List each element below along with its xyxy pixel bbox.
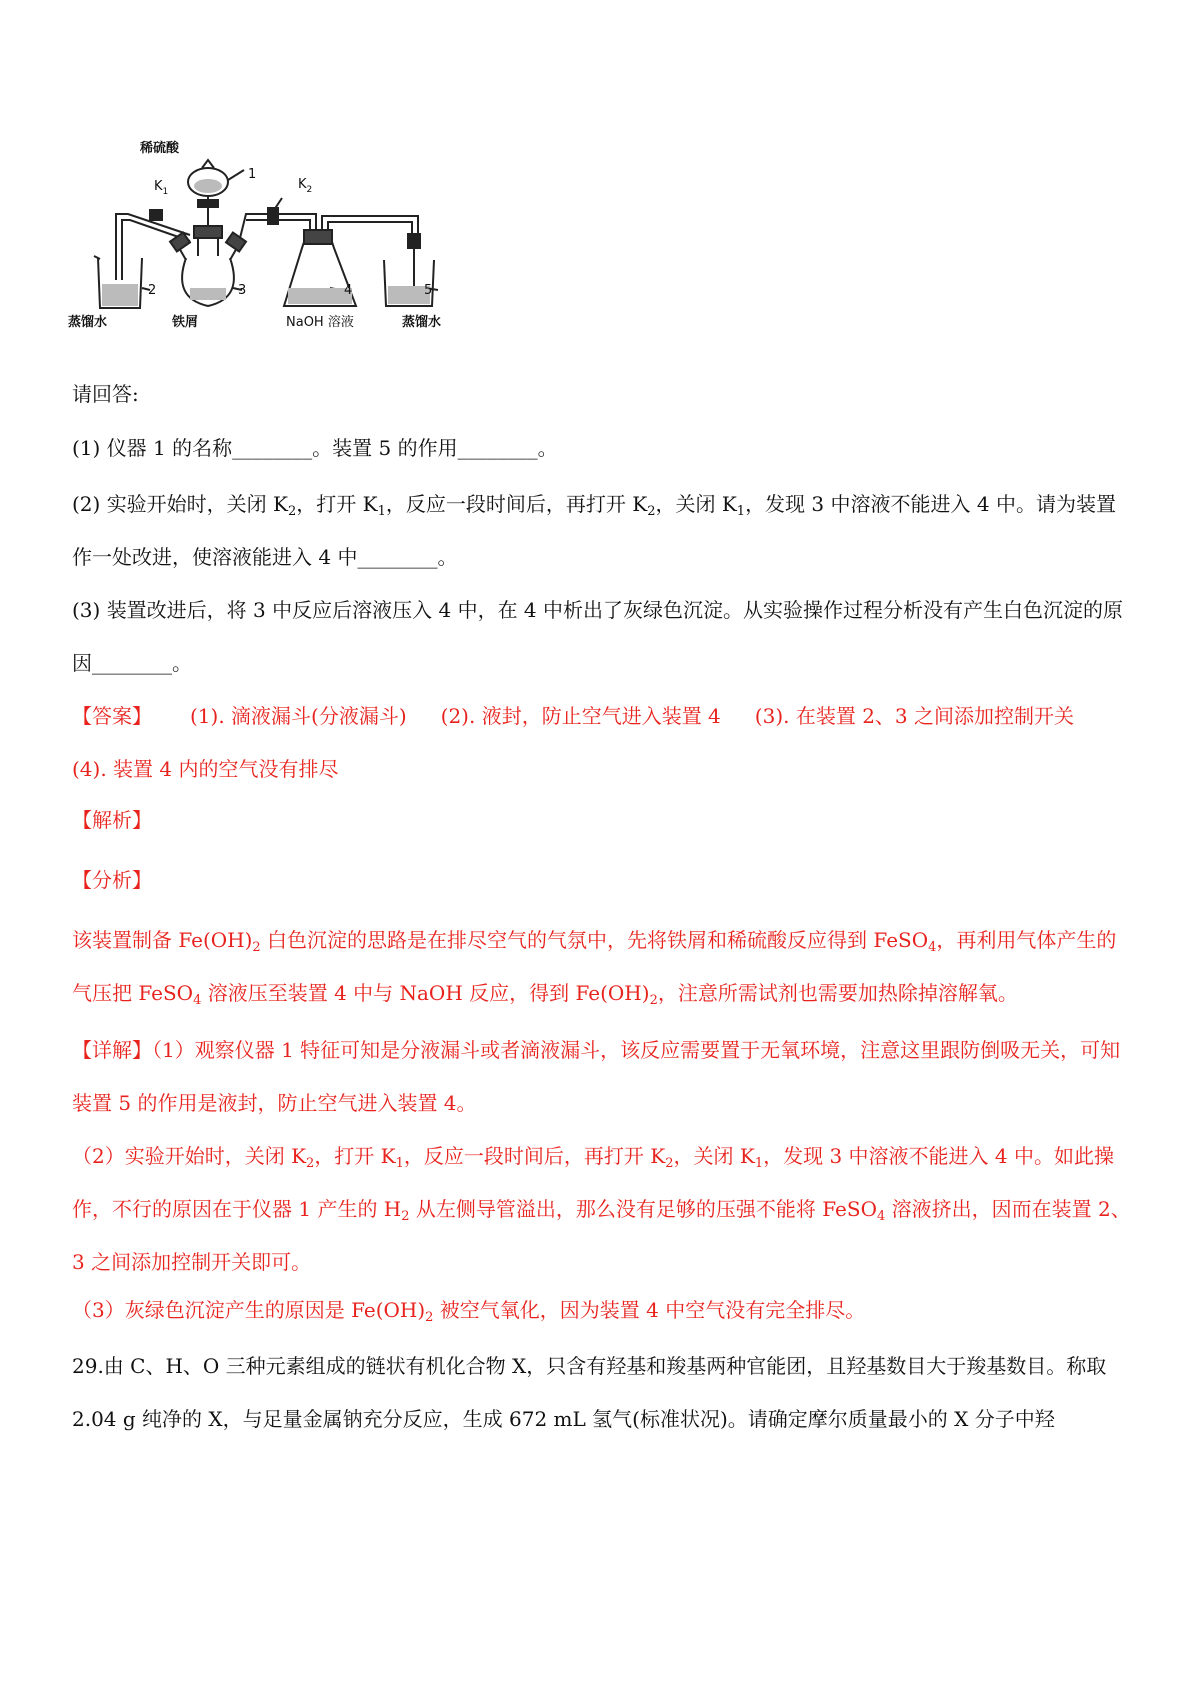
label-water-left: 蒸馏水 (68, 315, 108, 330)
detail-paragraph-2: （2）实验开始时，关闭 $K_2$，打开 $K_1$，反应一段时间后，再打开 $K_2$，关闭 $K_1$，发现 3 中溶液不能进入 4 中。如此操作，不行的原因在于仪器 1 产生的 $H_2$ 从左侧导管溢出，那么没有足够的压强不能将 FeSO$_4$ 溶液挤出，因而在装置 2、3 之间添加控制开关即可。 (72, 1144, 1131, 1274)
label-n5: 5 (424, 283, 433, 298)
analysis-tag: 【解析】 (72, 808, 152, 832)
answer-item: (2). 液封，防止空气进入装置 4 (440, 704, 721, 728)
label-n1: 1 (248, 167, 257, 182)
label-naoh: NaOH 溶液 (286, 315, 354, 330)
question-29: 29.由 C、H、O 三种元素组成的链状有机化合物 X，只含有羟基和羧基两种官能团，且羟基数目大于羧基数目。称取 2.04 g 纯净的 X，与足量金属钠充分反应，生成 672 mL 氢气(标准状况)。请确定摩尔质量最小的 X 分子中羟 (72, 1354, 1107, 1431)
fenxi-paragraph: 该装置制备 $Fe(OH)_2$ 白色沉淀的思路是在排尽空气的气氛中，先将铁屑和稀硫酸反应得到 FeSO$_4$，再利用气体产生的气压把 FeSO$_4$ 溶液压至装置 4 中与 NaOH 反应，得到 $Fe(OH)_2$，注意所需试剂也需要加热除掉溶解氧。 (72, 928, 1117, 1008)
label-n4: 4 (344, 283, 353, 298)
label-k2: $K_2$ (298, 177, 313, 195)
question-2: (2) 实验开始时，关闭 $K_2$，打开 $K_1$，反应一段时间后，再打开 $K_2$，关闭 $K_1$，发现 3 中溶液不能进入 4 中。请为装置作一处改进，使溶液能进入 4 中________。 (72, 492, 1116, 569)
label-iron: 铁屑 (172, 315, 199, 330)
label-water-right: 蒸馏水 (402, 315, 442, 330)
answer-item: (1). 滴液漏斗(分液漏斗) (190, 704, 407, 728)
fenxi-tag: 【分析】 (72, 868, 152, 892)
question-1: (1) 仪器 1 的名称________。装置 5 的作用________。 (72, 436, 558, 460)
apparatus-diagram (68, 138, 498, 360)
detail-paragraph-1: 【详解】（1）观察仪器 1 特征可知是分液漏斗或者滴液漏斗，该反应需要置于无氧环境，注意这里跟防倒吸无关，可知装置 5 的作用是液封，防止空气进入装置 4。 (72, 1038, 1121, 1115)
detail-tag: 【详解】 (72, 1038, 152, 1062)
answer-item: (3). 在装置 2、3 之间添加控制开关 (754, 704, 1075, 728)
detail-paragraph-3: （3）灰绿色沉淀产生的原因是 $Fe(OH)_2$ 被空气氧化，因为装置 4 中空气没有完全排尽。 (72, 1298, 866, 1325)
answer-block (72, 690, 1134, 796)
label-n3: 3 (238, 283, 247, 298)
label-n2: 2 (148, 283, 157, 298)
label-k1: $K_1$ (154, 179, 169, 197)
label-dilute-acid: 稀硫酸 (140, 141, 180, 156)
answer-tag: 【答案】 (72, 704, 152, 728)
answer-item: (4). 装置 4 内的空气没有排尽 (72, 757, 339, 781)
prompt-text: 请回答: (72, 382, 139, 406)
question-3: (3) 装置改进后，将 3 中反应后溶液压入 4 中，在 4 中析出了灰绿色沉淀。从实验操作过程分析没有产生白色沉淀的原因________。 (72, 598, 1124, 675)
